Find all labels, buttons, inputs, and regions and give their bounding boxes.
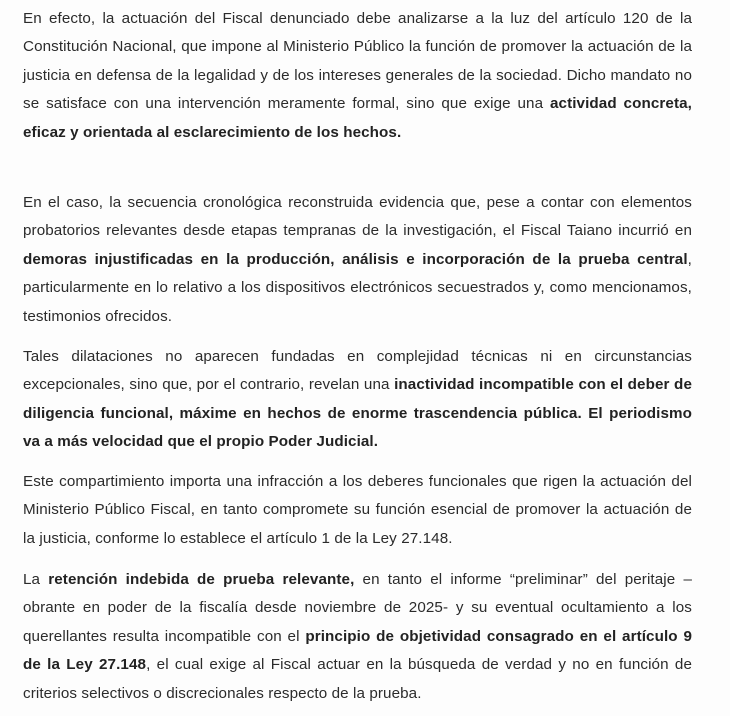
- paragraph-text: Este compartimiento importa una infracción a los deberes funcionales que rigen la actuación del Ministerio Público Fiscal, en tanto compromete su función esencial de promover la actuación de la justicia, conforme lo establece el artículo 1 de la Ley 27.148.: [23, 473, 692, 547]
- paragraph-text: La: [23, 571, 49, 588]
- paragraph-text: En el caso, la secuencia cronológica reconstruida evidencia que, pese a contar con elementos probatorios relevantes desde etapas tempranas de la investigación, el Fiscal Taiano incurrió en: [23, 194, 692, 240]
- paragraph-text: en tanto el informe “preliminar” del peritaje –obrante en poder de la fiscalía desde noviembre de 2025- y su eventual ocultamiento a los querellantes resulta incompatible con el: [23, 571, 692, 645]
- paragraph-text: Tales dilataciones no aparecen fundadas en complejidad técnicas ni en circunstancias excepcionales, sino que, por el contrario, revelan una: [23, 348, 692, 394]
- paragraph-emphasis: actividad concreta, eficaz y orientada al esclarecimiento de los hechos.: [23, 95, 692, 141]
- paragraph-secuencia-cronologica: [23, 189, 692, 331]
- paragraph-retencion-prueba: [23, 566, 692, 708]
- paragraph-compartimiento: [23, 468, 692, 553]
- paragraph-emphasis: principio de objetividad consagrado en el artículo 9 de la Ley 27.148: [23, 627, 692, 674]
- paragraph-emphasis: retención indebida de prueba relevante,: [48, 571, 355, 588]
- paragraph-emphasis: inactividad incompatible con el deber de diligencia funcional, máxime en hechos de enorme trascendencia pública. El periodismo va a más velocidad que el propio Poder Judicial.: [23, 376, 692, 451]
- paragraph-text: , particularmente en lo relativo a los dispositivos electrónicos secuestrados y, como mencionamos, testimonios ofrecidos.: [23, 250, 692, 325]
- paragraph-emphasis: demoras injustificadas en la producción, análisis e incorporación de la prueba central: [23, 250, 688, 268]
- paragraph-text: En efecto, la actuación del Fiscal denunciado debe analizarse a la luz del artículo 120 de la Constitución Nacional, que impone al Ministerio Público la función de promover la actuación de la justicia en defensa de la legalidad y de los intereses generales de la sociedad. Dicho mandato no se satisface con una intervención meramente formal, sino que exige una: [23, 10, 692, 113]
- paragraph-articulo-120: [23, 5, 692, 147]
- paragraph-dilataciones: [23, 343, 692, 457]
- paragraph-text: , el cual exige al Fiscal actuar en la búsqueda de verdad y no en función de criterios selectivos o discrecionales respecto de la prueba.: [23, 656, 692, 702]
